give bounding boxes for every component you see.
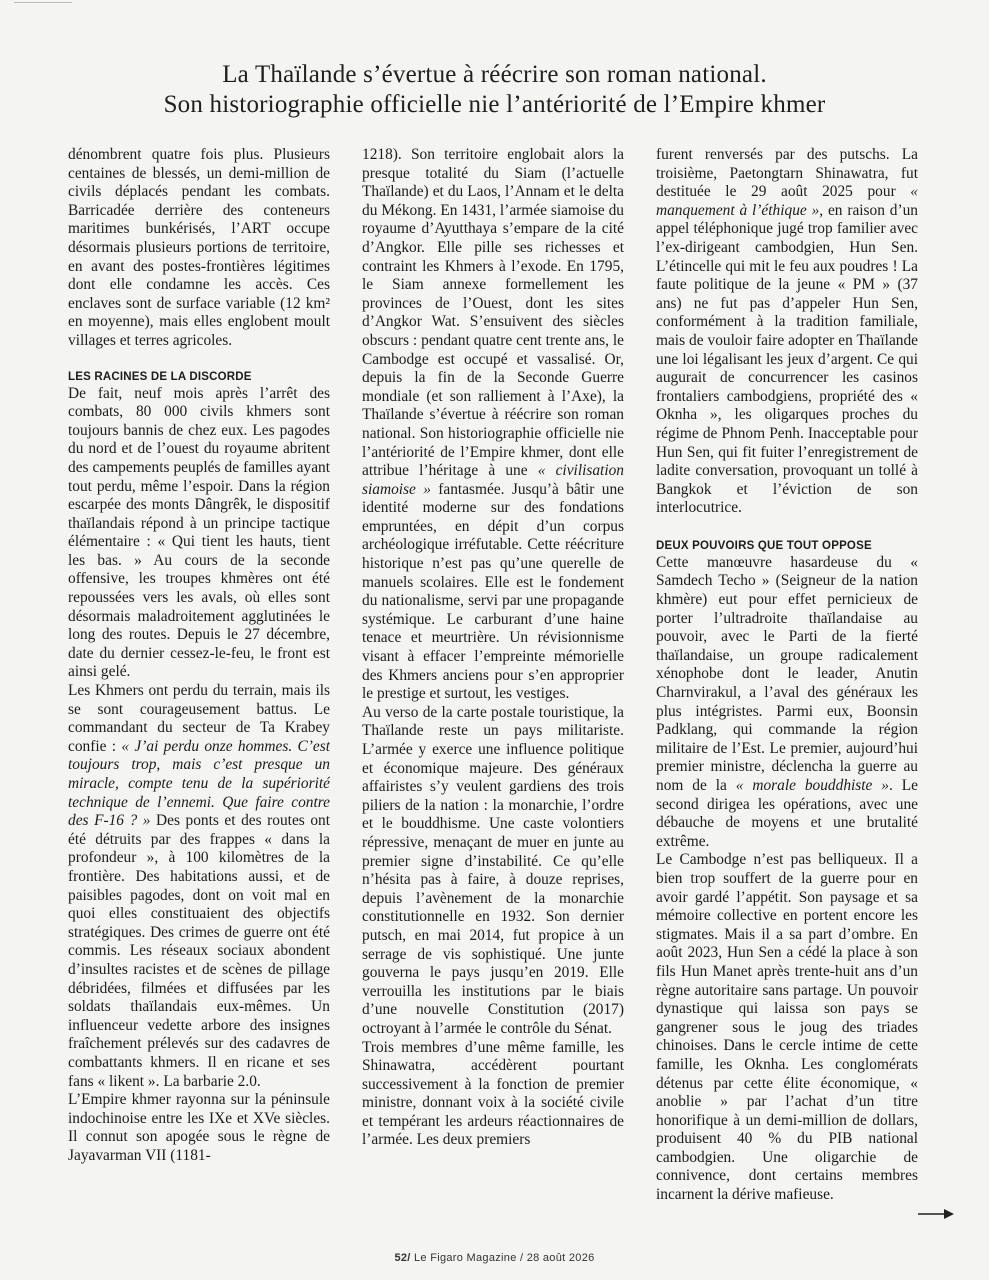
column-3 (656, 146, 918, 1232)
text-span: , en raison d’un appel téléphonique jugé trop familier avec l’ex-dirigeant cambodgien, Hun Sen. L’étincelle qui mit le feu aux poudres ! La faute politique de la jeune « PM » (37 ans) ne fut pas d’appeler Hun Sen, conformément à la tradition familiale, mais de vouloir faire adopter en Thaïlande une loi légalisant les jeux d’argent. Ce qui augurait de concurrencer les casinos frontaliers cambodgiens, propriété des « Oknha », les oligarques proches du régime de Phnom Penh. Inacceptable pour Hun Sen, qui fit fuiter l’enregistrement de ladite conversation, provoquant un tollé à Bangkok et l’éviction de son interlocutrice. (656, 201, 918, 517)
top-rule (14, 2, 72, 3)
quote-italic: « civilisation siamoise » (362, 462, 624, 498)
article-columns (68, 146, 918, 1232)
text-span: Des ponts et des routes ont été détruits par des frappes « dans la profondeur », à 100 kilomètres de la frontière. Des habitations aussi, et de paisibles pagodes, dont on voit mal en quoi elles constituaient des objectifs stratégiques. Des crimes de guerre ont été commis. Les réseaux sociaux abondent d’insultes racistes et de scènes de pillage débridées, filmées et diffusées par les soldats thaïlandais eux-mêmes. Un influenceur vedette arbore des insignes fraîchement prélevés sur des cadavres de combattants khmers. Il en ricane et ses fans « likent ». La barbarie 2.0. (68, 812, 330, 1090)
text-span: . Le second dirigea les opérations, avec une débauche de moyens et une brutalité extrême. (656, 777, 918, 850)
paragraph (362, 146, 624, 704)
quote-italic: « morale bouddhiste » (735, 777, 889, 794)
paragraph: Le Cambodge n’est pas belliqueux. Il a bien trop souffert de la guerre pour en avoir gardé l’appétit. Son paysage et sa mémoire collective en portent encore les stigmates. Mais il a sa part d’ombre. En août 2023, Hun Sen a cédé la place à son fils Hun Manet après trente-huit ans d’un règne autoritaire sans partage. Un pouvoir dynastique qui laissa son pays se gangrener sous le joug des triades chinoises. Dans le cercle intime de cette famille, les Oknha. Les conglomérats détenus par cette élite économique, « anoblie » par l’achat d’un titre honorifique à un demi-million de dollars, produisent 40 % du PIB national cambodgien. Une oligarchie de connivence, dont certains membres incarnent la dérive mafieuse. (656, 851, 918, 1204)
paragraph (656, 146, 918, 518)
paragraph: Au verso de la carte postale touristique, la Thaïlande reste un pays militariste. L’armée y exerce une influence politique et économique majeure. Des généraux affairistes s’y veulent gardiens des trois piliers de la nation : la monarchie, l’ordre et le bouddhisme. Une caste volontiers répressive, menaçant de muer en junte au premier signe d’instabilité. Ce qu’elle n’hésita pas à faire, à douze reprises, depuis l’avènement de la monarchie constitutionnelle en 1932. Son dernier putsch, en mai 2014, fut propice à un serrage de vis sophistiqué. Une junte gouverna le pays jusqu’en 2019. Elle verrouilla les institutions par le biais d’une nouvelle Constitution (2017) octroyant à l’armée le contrôle du Sénat. (362, 703, 624, 1037)
paragraph (656, 554, 918, 852)
column-2 (362, 146, 624, 1232)
text-span: Cette manœuvre hasardeuse du « Samdech Techo » (Seigneur de la nation khmère) eut pour effet pernicieux de porter l’ultradroite thaïlandaise au pouvoir, avec le Parti de la fierté thaïlandaise, un groupe radicalement xénophobe dont le leader, Anutin Charnvirakul, a l’aval des généraux les plus intégristes. Parmi eux, Boonsin Padklang, qui commande la région militaire de l’Est. Le premier, aujourd’hui premier ministre, déclencha la guerre au nom de la (656, 553, 918, 794)
publication-info: Le Figaro Magazine / 28 août 2026 (410, 1252, 595, 1264)
paragraph: L’Empire khmer rayonna sur la péninsule indochinoise entre les IXe et XVe siècles. Il connut son apogée sous le règne de Jayavarman VII (1181- (68, 1091, 330, 1164)
page-footer (0, 1252, 989, 1264)
quote-italic: « manquement à l’éthique » (656, 183, 918, 219)
right-arrow-icon (918, 1207, 954, 1221)
text-span: furent renversés par des putschs. La troisième, Paetongtarn Shinawatra, fut destituée le 29 août 2025 pour (656, 146, 918, 201)
header-line-2: Son historiographie officielle nie l’antériorité de l’Empire khmer (163, 91, 826, 118)
paragraph: De fait, neuf mois après l’arrêt des combats, 80 000 civils khmers sont toujours bannis de chez eux. Les pagodes du nord et de l’ouest du royaume abritent des campements peuplés de familles ayant tout perdu, même l’espoir. Dans la région escarpée des monts Dângrêk, le dispositif thaïlandais répond à un principe tactique élémentaire : « Qui tient les hauts, tient les bas. » Au cours de la seconde offensive, les troupes khmères ont été repoussées vers les avals, où elles sont désormais maladroitement agglutinées le long des routes. Depuis le 27 décembre, date du dernier cessez-le-feu, le front est ainsi gelé. (68, 384, 330, 681)
quote-italic: « J’ai perdu onze hommes. C’est toujours trop, mais c’est presque un miracle, compte tenu de la supériorité technique de l’ennemi. Que faire contre des F-16 ? » (68, 737, 330, 830)
text-span: fantasmée. Jusqu’à bâtir une identité moderne sur des fondations empruntées, en dépit d’un corpus archéologique irréfutable. Cette réécriture historique n’est pas qu’une querelle de manuels scolaires. Elle est le fondement du nationalisme, servi par une propagande systémique. Le carburant d’une haine tenace et meurtrière. Un révisionnisme visant à effacer l’empreinte mémorielle des Khmers anciens pour s’en approprier le prestige et surtout, les vestiges. (362, 480, 624, 703)
section-heading-pouvoirs: DEUX POUVOIRS QUE TOUT OPPOSE (656, 539, 872, 552)
page-number: 52/ (394, 1252, 411, 1264)
text-span: Les Khmers ont perdu du terrain, mais ils se sont courageusement battus. Le commandant du secteur de Ta Krabey confie : (68, 682, 330, 755)
section-heading-racines: LES RACINES DE LA DISCORDE (68, 370, 252, 383)
column-1 (68, 146, 330, 1232)
pull-quote-header (0, 60, 989, 120)
header-line-1: La Thaïlande s’évertue à réécrire son roman national. (222, 61, 767, 88)
paragraph: dénombrent quatre fois plus. Plusieurs centaines de blessés, un demi-million de civils déplacés pendant les combats. Barricadée derrière des conteneurs maritimes bunkérisés, l’ART occupe désormais plusieurs portions de territoire, en avant des postes-frontières légitimes dont elle condamne les accès. Ces enclaves sont de surface variable (12 km² en moyenne), mais elles englobent moult villages et terres agricoles. (68, 146, 330, 349)
paragraph (68, 682, 330, 1091)
text-span: 1218). Son territoire englobait alors la presque totalité du Siam (l’actuelle Thaïlande) et du Laos, l’Annam et le delta du Mékong. En 1431, l’armée siamoise du royaume d’Ayutthaya s’empare de la cité d’Angkor. Elle pille ses richesses et contraint les Khmers à l’exode. En 1795, le Siam annexe formellement les provinces de l’Ouest, dont les sites d’Angkor Wat. S’ensuivent des siècles obscurs : pendant quatre cent trente ans, le Cambodge est occupé et vassalisé. Or, depuis la fin de la Seconde Guerre mondiale (et son ralliement à l’Axe), la Thaïlande s’évertue à réécrire son roman national. Son historiographie officielle nie l’antériorité de l’Empire khmer, dont elle attribue l’héritage à une (362, 146, 624, 480)
paragraph: Trois membres d’une même famille, les Shinawatra, accédèrent pourtant successivement à la fonction de premier ministre, donnant voix à la société civile et tempérant les ardeurs réactionnaires de l’armée. Les deux premiers (362, 1038, 624, 1149)
